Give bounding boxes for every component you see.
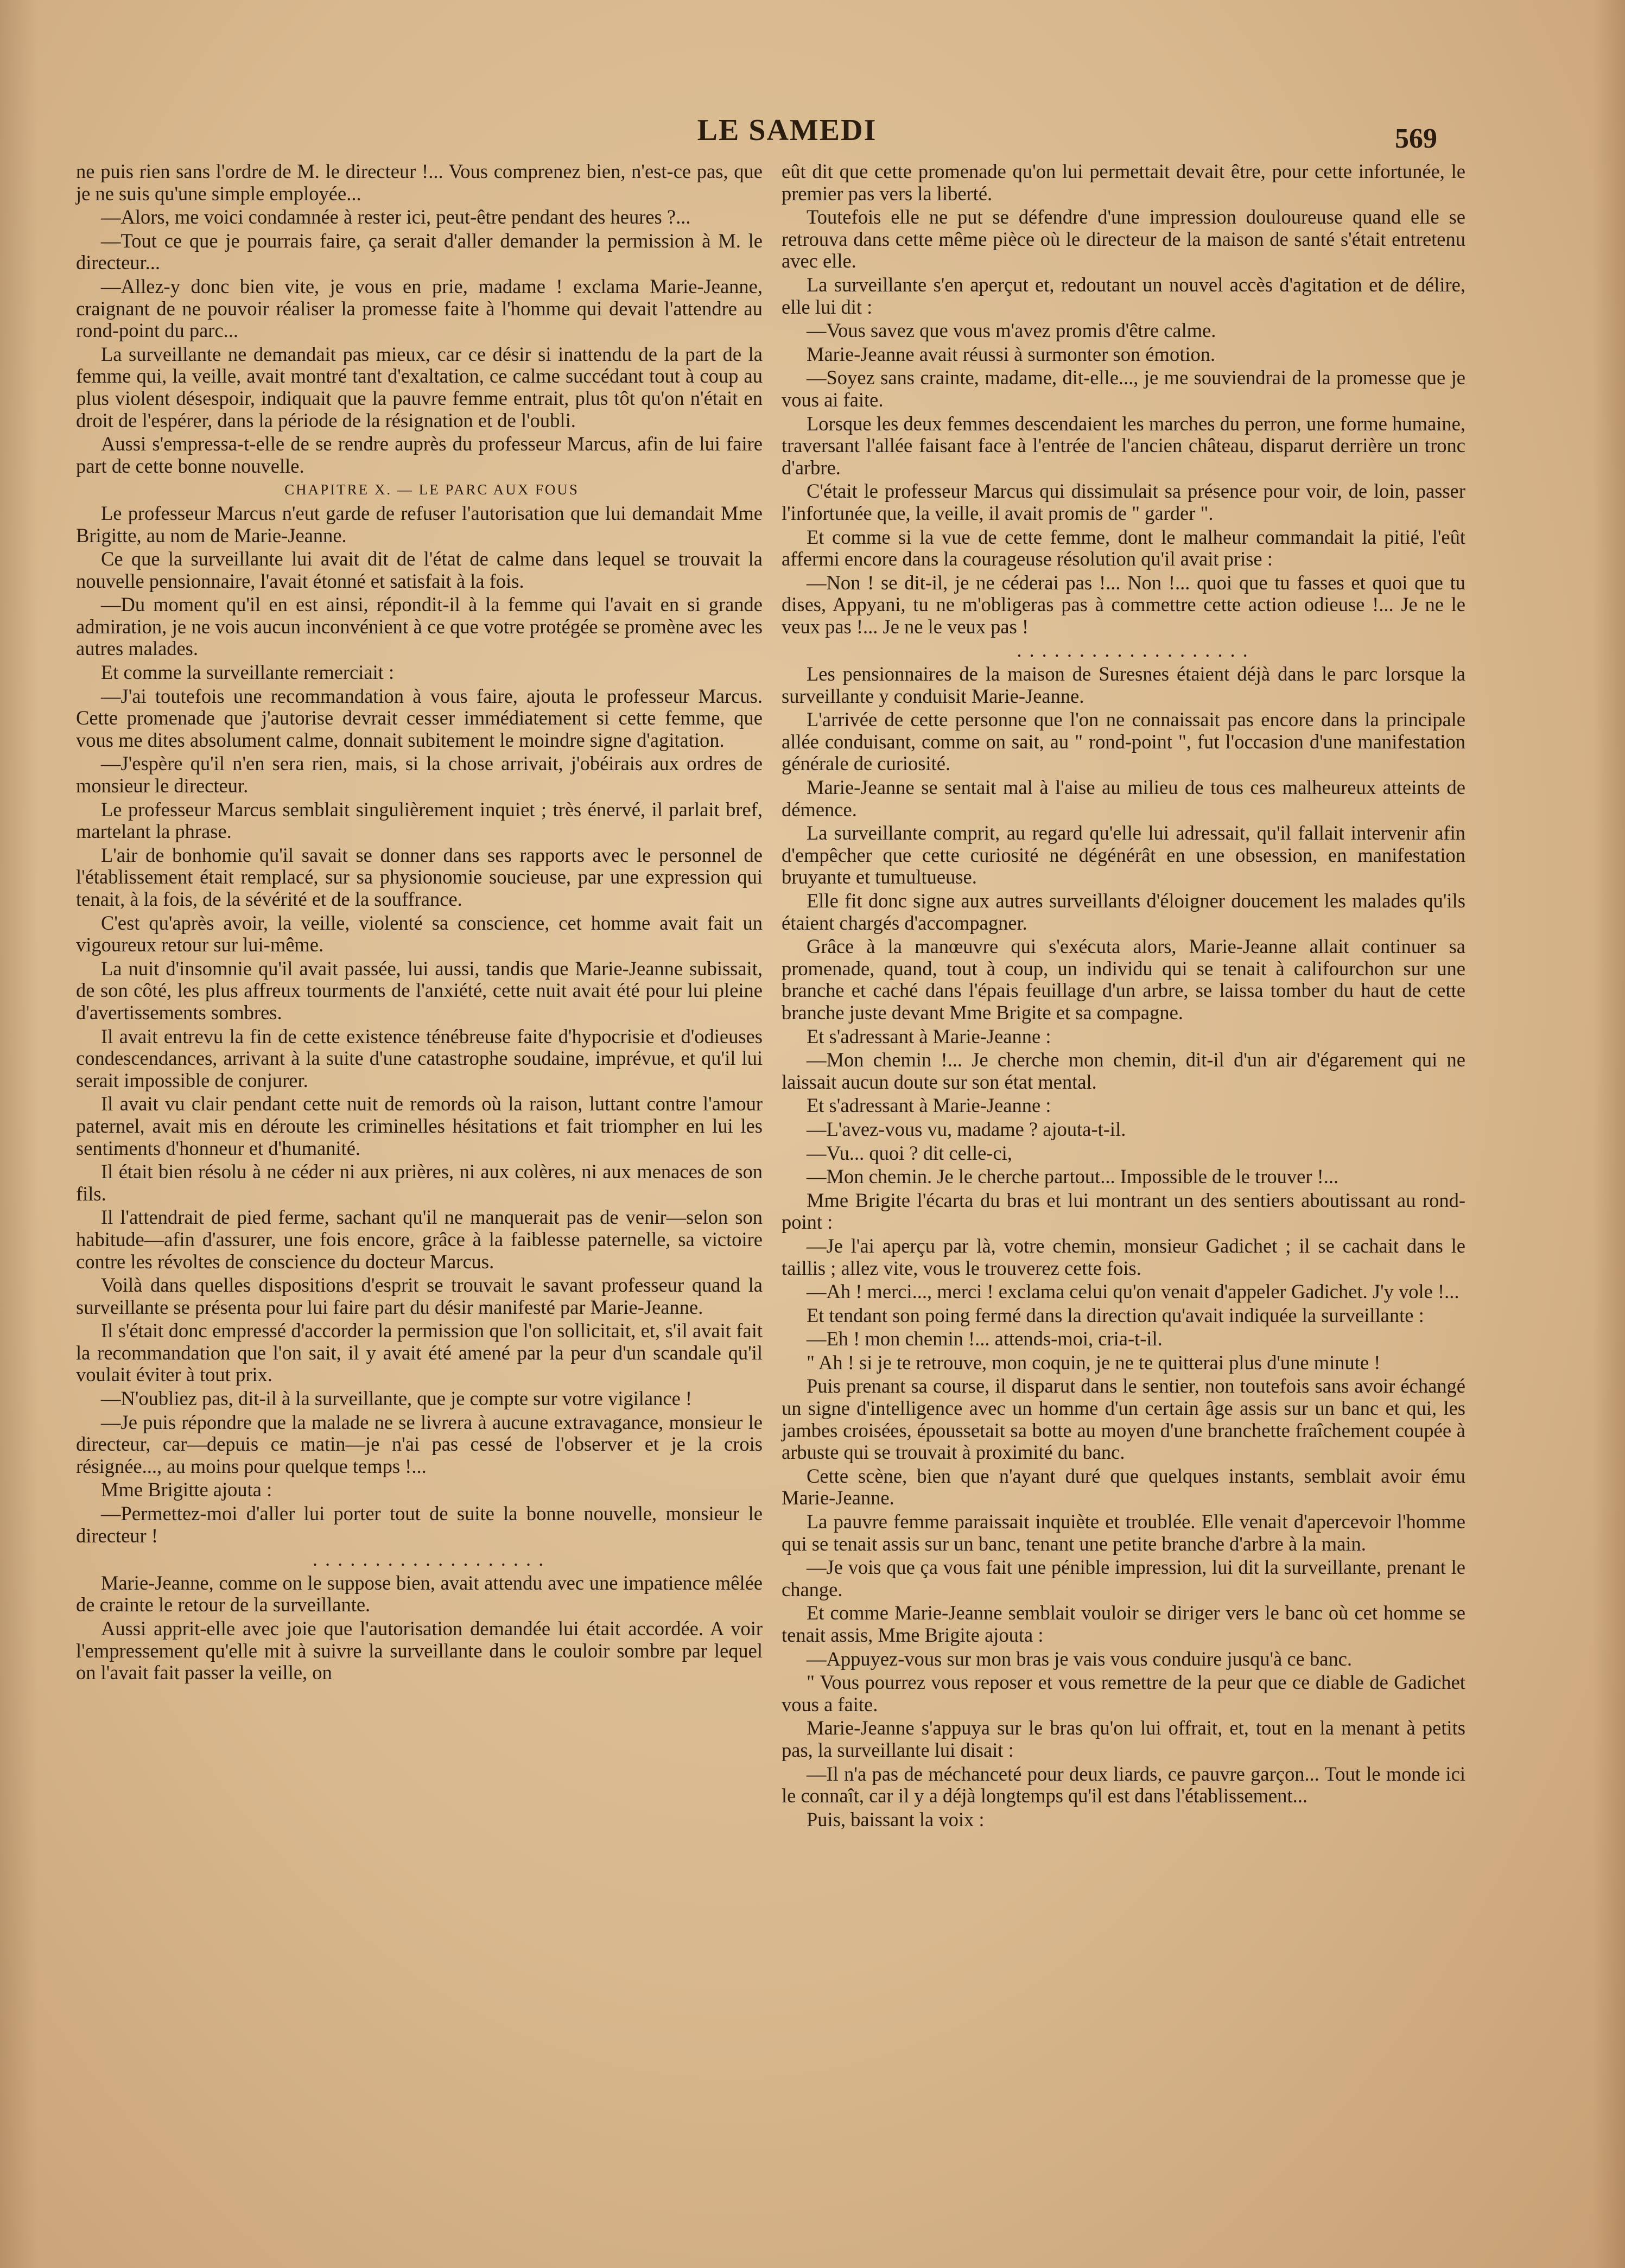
paragraph: Mme Brigite l'écarta du bras et lui montrant un des sentiers aboutissant au rond-point : <box>782 1189 1465 1234</box>
paragraph: Mme Brigitte ajouta : <box>101 1478 272 1501</box>
paragraph: Et comme si la vue de cette femme, dont le malheur commandait la pitié, l'eût affermi encore dans la courageuse résolution qu'il avait prise : <box>782 525 1465 570</box>
paragraph: Et comme la surveillante remerciait : <box>101 661 395 684</box>
paragraph: Lorsque les deux femmes descendaient les marches du perron, une forme humaine, traversant l'allée faisant face à l'entrée de l'ancien château, disparut derrière un tronc d'arbre. <box>782 412 1465 479</box>
paragraph: Aussi s'empressa-t-elle de se rendre auprès du professeur Marcus, afin de lui faire part de cette bonne nouvelle. <box>76 433 763 477</box>
paragraph: —Vous savez que vous m'avez promis d'être calme. <box>807 319 1216 342</box>
paragraph: Voilà dans quelles dispositions d'esprit se trouvait le savant professeur quand la surveillante se présenta pour lui faire part du désir manifesté par Marie-Jeanne. <box>76 1274 763 1318</box>
paragraph: —Je l'ai aperçu par là, votre chemin, monsieur Gadichet ; il se cachait dans le taillis ; allez vite, vous le trouverez cette fois. <box>782 1234 1465 1279</box>
paragraph: Marie-Jeanne, comme on le suppose bien, avait attendu avec une impatience mêlée de crainte le retour de la surveillante. <box>76 1571 763 1616</box>
page-fold-shadow <box>0 0 38 2268</box>
paragraph: —Permettez-moi d'aller lui porter tout de suite la bonne nouvelle, monsieur le directeur ! <box>76 1502 763 1547</box>
paragraph: ne puis rien sans l'ordre de M. le directeur !... Vous comprenez bien, n'est-ce pas, que je ne suis qu'une simple employée... <box>76 160 763 205</box>
paragraph: La surveillante s'en aperçut et, redoutant un nouvel accès d'agitation et de délire, elle lui dit : <box>782 273 1465 318</box>
paragraph: La surveillante ne demandait pas mieux, car ce désir si inattendu de la part de la femme qui, la veille, avait montré tant d'exaltation, ce calme succédant tout à coup au plus violent désespoir, indiquait que la pauvre femme entrait, plus tôt qu'on n'était en droit de l'espérer, dans la période de la résignation et de l'oubli. <box>76 342 763 431</box>
paragraph: Toutefois elle ne put se défendre d'une impression douloureuse quand elle se retrouva dans cette même pièce où le directeur de la maison de santé s'était entretenu avec elle. <box>782 206 1465 272</box>
page-number: 569 <box>1395 123 1437 154</box>
paragraph: Et s'adressant à Marie-Jeanne : <box>807 1094 1051 1117</box>
paragraph: —Soyez sans crainte, madame, dit-elle..., je me souviendrai de la promesse que je vous ai faite. <box>782 366 1465 411</box>
paragraph: L'arrivée de cette personne que l'on ne connaissait pas encore dans la principale allée conduisant, comme on sait, au " rond-point ", fut l'occasion d'une manifestation générale de curiosité. <box>782 708 1465 775</box>
paragraph: C'est qu'après avoir, la veille, violenté sa conscience, cet homme avait fait un vigoureux retour sur lui-même. <box>76 911 763 956</box>
paragraph: " Vous pourrez vous reposer et vous remettre de la peur que ce diable de Gadichet vous a faite. <box>782 1671 1465 1716</box>
paragraph: Et comme Marie-Jeanne semblait vouloir se diriger vers le banc où cet homme se tenait assis, Mme Brigite ajouta : <box>782 1602 1465 1646</box>
paragraph: —Du moment qu'il en est ainsi, répondit-il à la femme qui l'avait en si grande admiration, je ne vois aucun inconvénient à ce que votre protégée se promène avec les autres malades. <box>76 593 763 660</box>
paragraph: —Alors, me voici condamnée à rester ici, peut-être pendant des heures ?... <box>101 206 691 228</box>
paragraph: La pauvre femme paraissait inquiète et troublée. Elle venait d'apercevoir l'homme qui se tenait assis sur un banc, tenant une petite branche d'arbre à la main. <box>782 1510 1465 1555</box>
paragraph: Et s'adressant à Marie-Jeanne : <box>807 1025 1051 1047</box>
paragraph: Le professeur Marcus semblait singulièrement inquiet ; très énervé, il parlait bref, martelant la phrase. <box>76 798 763 843</box>
paragraph: Marie-Jeanne avait réussi à surmonter son émotion. <box>807 342 1216 365</box>
section-break-dots: ................... <box>1017 639 1255 662</box>
paragraph: —Je vois que ça vous fait une pénible impression, lui dit la surveillante, prenant le change. <box>782 1556 1465 1600</box>
paragraph: Marie-Jeanne se sentait mal à l'aise au milieu de tous ces malheureux atteints de démence. <box>782 776 1465 821</box>
paragraph: —Mon chemin !... Je cherche mon chemin, dit-il d'un air d'égarement qui ne laissait aucun doute sur son état mental. <box>782 1049 1465 1093</box>
paragraph: —Non ! se dit-il, je ne céderai pas !... Non !... quoi que tu fasses et quoi que tu dises, Appyani, tu ne m'obligeras pas à commettre cette action odieuse !... Je ne le veux pas !... Je ne le veux pas ! <box>782 571 1465 638</box>
paragraph: —J'ai toutefois une recommandation à vous faire, ajouta le professeur Marcus. Cette promenade que j'autorise devrait cesser immédiatement si cette femme, que vous me dites absolument calme, donnait subitement le moindre signe d'agitation. <box>76 684 763 751</box>
chapter-heading: CHAPITRE X. — LE PARC AUX FOUS <box>284 481 579 498</box>
paragraph: Marie-Jeanne s'appuya sur le bras qu'on lui offrait, et, tout en la menant à petits pas, la surveillante lui disait : <box>782 1717 1465 1761</box>
paragraph: Le professeur Marcus n'eut garde de refuser l'autorisation que lui demandait Mme Brigitte, au nom de Marie-Jeanne. <box>76 501 763 547</box>
paragraph: Cette scène, bien que n'ayant duré que quelques instants, semblait avoir ému Marie-Jeanne. <box>782 1464 1465 1509</box>
paragraph: La nuit d'insomnie qu'il avait passée, lui aussi, tandis que Marie-Jeanne subissait, de son côté, les plus affreux tourments de l'anxiété, cette nuit avait été pour lui pleine d'avertissements sombres. <box>76 957 763 1024</box>
paragraph: eût dit que cette promenade qu'on lui permettait devait être, pour cette infortunée, le premier pas vers la liberté. <box>782 160 1465 205</box>
paragraph: Il avait entrevu la fin de cette existence ténébreuse faite d'hypocrisie et d'odieuses condescendances, arrivant à la suite d'une catastrophe soudaine, imprévue, et qu'il lui serait impossible de conjurer. <box>76 1025 763 1091</box>
paragraph: Il était bien résolu à ne céder ni aux prières, ni aux colères, ni aux menaces de son fils. <box>76 1160 763 1205</box>
paragraph: —Mon chemin. Je le cherche partout... Impossible de le trouver !... <box>807 1165 1339 1188</box>
paragraph: —Tout ce que je pourrais faire, ça serait d'aller demander la permission à M. le directeur... <box>76 229 763 274</box>
paragraph: C'était le professeur Marcus qui dissimulait sa présence pour voir, de loin, passer l'infortunée que, la veille, il avait promis de " garder ". <box>782 480 1465 524</box>
page-edge-shadow <box>1592 0 1625 2268</box>
paragraph: Puis prenant sa course, il disparut dans le sentier, non toutefois sans avoir échangé un signe d'intelligence avec un homme d'un certain âge assis sur un banc et qui, les jambes croisées, époussetait sa botte au moyen d'une branchette fraîchement coupée à arbuste qui se trouvait à proximité du banc. <box>782 1375 1465 1464</box>
paragraph: —J'espère qu'il n'en sera rien, mais, si la chose arrivait, j'obéirais aux ordres de monsieur le directeur. <box>76 752 763 797</box>
paragraph: Aussi apprit-elle avec joie que l'autorisation demandée lui était accordée. A voir l'empressement qu'elle mit à suivre la surveillante dans le couloir sombre par lequel on l'avait fait passer la veille, on <box>76 1617 763 1684</box>
paragraph: Les pensionnaires de la maison de Suresnes étaient déjà dans le parc lorsque la surveillante y conduisit Marie-Jeanne. <box>782 663 1465 707</box>
paragraph: " Ah ! si je te retrouve, mon coquin, je ne te quitterai plus d'une minute ! <box>807 1351 1381 1374</box>
paragraph: —Allez-y donc bien vite, je vous en prie, madame ! exclama Marie-Jeanne, craignant de ne pouvoir réaliser la promesse faite à l'homme qui devait l'attendre au rond-point du parc... <box>76 275 763 342</box>
paragraph: Grâce à la manœuvre qui s'exécuta alors, Marie-Jeanne allait continuer sa promenade, quand, tout à coup, un individu qui se tenait à califourchon sur une branche et caché dans l'épais feuillage d'un arbre, se laissa tomber du haut de cette branche juste devant Mme Brigite et sa compagne. <box>782 935 1465 1024</box>
section-break-dots: ................... <box>312 1548 551 1571</box>
paragraph: Et tendant son poing fermé dans la direction qu'avait indiquée la surveillante : <box>807 1304 1424 1326</box>
paragraph: —Vu... quoi ? dit celle-ci, <box>807 1141 1012 1164</box>
paragraph: —Ah ! merci..., merci ! exclama celui qu'on venait d'appeler Gadichet. J'y vole !... <box>807 1280 1459 1303</box>
paragraph: —Appuyez-vous sur mon bras je vais vous conduire jusqu'à ce banc. <box>807 1647 1353 1670</box>
paragraph: —Eh ! mon chemin !... attends-moi, cria-t-il. <box>807 1327 1163 1350</box>
paragraph: Elle fit donc signe aux autres surveillants d'éloigner doucement les malades qu'ils étaient chargés d'accompagner. <box>782 890 1465 934</box>
paragraph: Il s'était donc empressé d'accorder la permission que l'on sollicitait, et, s'il avait fait la recommandation que l'on sait, il y avait été amené par la peur d'un scandale qu'il voulait éviter à tout prix. <box>76 1319 763 1386</box>
paragraph: —Je puis répondre que la malade ne se livrera à aucune extravagance, monsieur le directeur, car—depuis ce matin—je n'ai pas cessé de l'observer et je la crois résignée..., au moins pour quelque temps !... <box>76 1411 763 1477</box>
paragraph: La surveillante comprit, au regard qu'elle lui adressait, qu'il fallait intervenir afin d'empêcher que cette curiosité ne dégénérât en une obsession, en manifestation bruyante et tumultueuse. <box>782 822 1465 888</box>
paragraph: L'air de bonhomie qu'il savait se donner dans ses rapports avec le personnel de l'établissement était remplacé, sur sa physionomie soucieuse, par une expression qui tenait, à la fois, de la sévérité et de la souffrance. <box>76 843 763 910</box>
publication-title: LE SAMEDI <box>697 113 877 147</box>
paragraph: —L'avez-vous vu, madame ? ajouta-t-il. <box>807 1117 1126 1140</box>
right-column <box>782 161 1465 1832</box>
paragraph: —N'oubliez pas, dit-il à la surveillante, que je compte sur votre vigilance ! <box>101 1387 693 1410</box>
paragraph: —Il n'a pas de méchanceté pour deux liards, ce pauvre garçon... Tout le monde ici le connaît, car il y a déjà longtemps qu'il est dans l'établissement... <box>782 1762 1465 1807</box>
left-column <box>76 161 763 1686</box>
paragraph: Ce que la surveillante lui avait dit de l'état de calme dans lequel se trouvait la nouvelle pensionnaire, l'avait étonné et satisfait à la fois. <box>76 548 763 592</box>
paragraph: Puis, baissant la voix : <box>807 1808 985 1831</box>
paragraph: Il l'attendrait de pied ferme, sachant qu'il ne manquerait pas de venir—selon son habitude—afin d'assurer, une fois encore, grâce à la faiblesse paternelle, sa victoire contre les révoltes de conscience du docteur Marcus. <box>76 1206 763 1273</box>
paragraph: Il avait vu clair pendant cette nuit de remords où la raison, luttant contre l'amour paternel, avait mis en déroute les criminelles hésitations et fait triompher en lui les sentiments d'honneur et d'humanité. <box>76 1092 763 1159</box>
